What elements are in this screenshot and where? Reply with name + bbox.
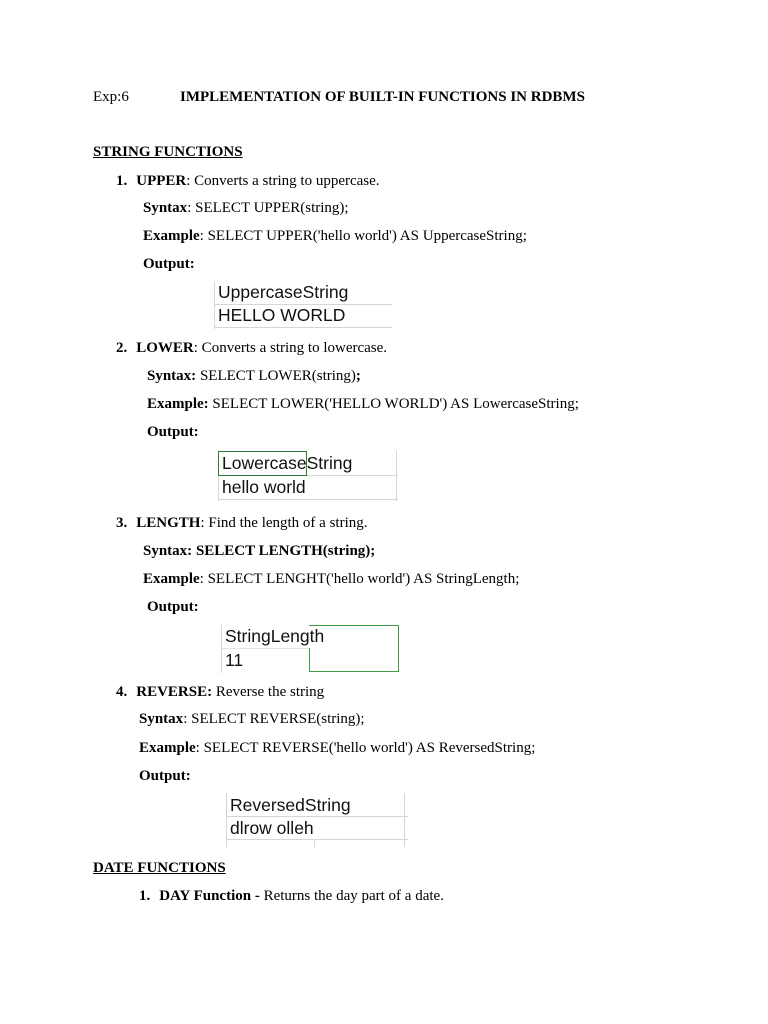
lower-output-header: LowercaseString [222,453,353,473]
lower-example: Example: SELECT LOWER('HELLO WORLD') AS LowercaseString; [147,396,579,412]
document-title: IMPLEMENTATION OF BUILT-IN FUNCTIONS IN RDBMS [180,89,585,105]
length-output-label: Output: [147,599,199,615]
lower-output-label: Output: [147,424,199,440]
length-output-table [221,625,403,673]
day-function-item: 1. DAY Function - Returns the day part of a date. [139,888,444,904]
upper-syntax: Syntax: SELECT UPPER(string); [143,200,349,216]
reverse-output-label: Output: [139,768,191,784]
length-output-value: 11 [225,650,244,670]
reverse-item: 4. REVERSE: Reverse the string [116,684,325,700]
lower-output-table [218,451,400,501]
upper-item: 1. UPPER: Converts a string to uppercase. [116,173,380,189]
exp-number: Exp:6 [93,89,129,105]
reverse-output-value: dlrow olleh [230,818,314,838]
upper-output-header: UppercaseString [218,282,349,302]
string-functions-heading: STRING FUNCTIONS [93,144,243,160]
length-output-header: StringLength [225,626,325,646]
reverse-output-table [226,793,410,847]
upper-example: Example: SELECT UPPER('hello world') AS UppercaseString; [143,228,527,244]
upper-output-table [214,281,394,329]
upper-output-value: HELLO WORLD [218,305,346,325]
lower-item: 2. LOWER: Converts a string to lowercase. [116,340,388,356]
lower-syntax: Syntax: SELECT LOWER(string); [147,368,361,384]
length-syntax: Syntax: SELECT LENGTH(string); [143,543,376,559]
reverse-syntax: Syntax: SELECT REVERSE(string); [139,711,365,727]
upper-output-label: Output: [143,256,195,272]
length-item: 3. LENGTH: Find the length of a string. [116,515,368,531]
date-functions-heading: DATE FUNCTIONS [93,860,226,876]
reverse-output-header: ReversedString [230,795,351,815]
length-example: Example: SELECT LENGHT('hello world') AS StringLength; [143,571,520,587]
reverse-example: Example: SELECT REVERSE('hello world') AS ReversedString; [139,740,536,756]
lower-output-value: hello world [222,477,306,497]
